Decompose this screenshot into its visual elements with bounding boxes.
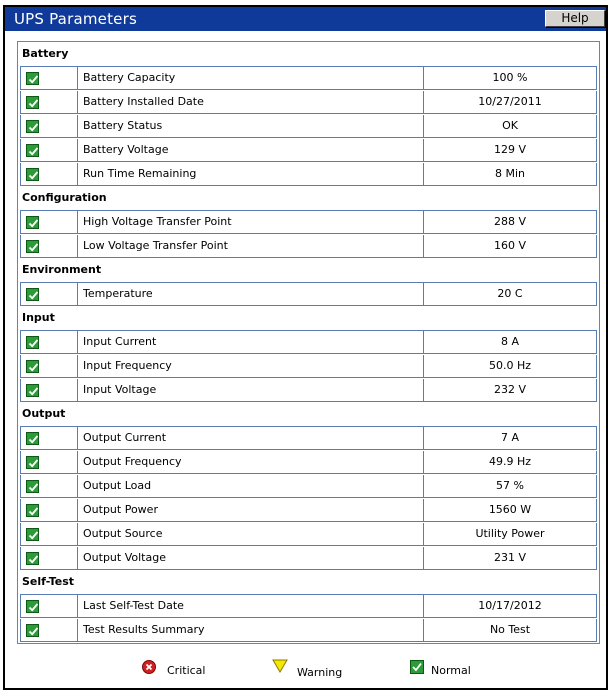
legend-warning-label: Warning xyxy=(297,666,343,679)
parameter-value: 20 C xyxy=(423,282,597,306)
normal-status-icon xyxy=(26,552,39,565)
status-cell xyxy=(20,499,77,522)
status-cell xyxy=(20,475,77,498)
normal-status-icon xyxy=(26,336,39,349)
parameter-value: OK xyxy=(423,115,597,138)
status-cell xyxy=(20,330,77,354)
table-row xyxy=(18,522,599,546)
parameter-value: 10/27/2011 xyxy=(423,91,597,114)
parameter-value: 231 V xyxy=(423,547,597,570)
parameter-name: Output Source xyxy=(77,523,423,546)
status-cell xyxy=(20,163,77,186)
parameter-value: 1560 W xyxy=(423,499,597,522)
parameters-table xyxy=(18,42,599,642)
section-header-environment: Environment xyxy=(18,258,599,282)
parameter-name: Battery Voltage xyxy=(77,139,423,162)
parameter-value: No Test xyxy=(423,619,597,642)
parameter-value: 232 V xyxy=(423,379,597,402)
parameter-value: 57 % xyxy=(423,475,597,498)
critical-icon xyxy=(142,660,156,674)
parameter-value: 100 % xyxy=(423,66,597,90)
section-header-battery: Battery xyxy=(18,42,599,66)
status-cell xyxy=(20,210,77,234)
status-legend xyxy=(5,655,606,685)
normal-status-icon xyxy=(26,216,39,229)
table-row xyxy=(18,498,599,522)
parameter-name: Output Power xyxy=(77,499,423,522)
parameter-name: Last Self-Test Date xyxy=(77,594,423,618)
parameter-value: Utility Power xyxy=(423,523,597,546)
status-cell xyxy=(20,355,77,378)
status-cell xyxy=(20,619,77,642)
parameter-name: Low Voltage Transfer Point xyxy=(77,235,423,258)
parameter-name: Output Current xyxy=(77,426,423,450)
normal-status-icon xyxy=(26,240,39,253)
normal-status-icon xyxy=(26,288,39,301)
normal-status-icon xyxy=(26,120,39,133)
parameter-name: Input Frequency xyxy=(77,355,423,378)
table-row xyxy=(18,162,599,186)
parameter-name: High Voltage Transfer Point xyxy=(77,210,423,234)
normal-status-icon xyxy=(26,456,39,469)
table-row xyxy=(18,210,599,234)
table-row xyxy=(18,90,599,114)
normal-status-icon xyxy=(26,360,39,373)
normal-icon xyxy=(410,660,424,674)
status-cell xyxy=(20,115,77,138)
legend-warning xyxy=(272,655,362,685)
table-row xyxy=(18,546,599,570)
parameter-name: Test Results Summary xyxy=(77,619,423,642)
normal-status-icon xyxy=(26,624,39,637)
parameter-value: 49.9 Hz xyxy=(423,451,597,474)
status-cell xyxy=(20,379,77,402)
table-row xyxy=(18,474,599,498)
parameter-value: 50.0 Hz xyxy=(423,355,597,378)
parameter-name: Battery Status xyxy=(77,115,423,138)
table-row xyxy=(18,330,599,354)
parameter-name: Output Voltage xyxy=(77,547,423,570)
ups-parameters-window xyxy=(3,5,608,690)
table-row xyxy=(18,618,599,642)
parameter-value: 8 Min xyxy=(423,163,597,186)
parameter-value: 160 V xyxy=(423,235,597,258)
table-row xyxy=(18,114,599,138)
table-row xyxy=(18,234,599,258)
parameter-name: Battery Capacity xyxy=(77,66,423,90)
parameter-value: 10/17/2012 xyxy=(423,594,597,618)
status-cell xyxy=(20,451,77,474)
parameter-name: Temperature xyxy=(77,282,423,306)
section-header-self-test: Self-Test xyxy=(18,570,599,594)
warning-icon xyxy=(272,659,288,673)
section-header-output: Output xyxy=(18,402,599,426)
table-row xyxy=(18,378,599,402)
section-header-input: Input xyxy=(18,306,599,330)
table-row xyxy=(18,594,599,618)
table-row xyxy=(18,426,599,450)
legend-critical xyxy=(140,655,220,685)
table-row xyxy=(18,450,599,474)
normal-status-icon xyxy=(26,600,39,613)
normal-status-icon xyxy=(26,480,39,493)
normal-status-icon xyxy=(26,528,39,541)
status-cell xyxy=(20,426,77,450)
status-cell xyxy=(20,282,77,306)
normal-status-icon xyxy=(26,504,39,517)
parameters-panel xyxy=(17,41,600,644)
legend-normal-label: Normal xyxy=(431,664,471,677)
status-cell xyxy=(20,66,77,90)
window-title: UPS Parameters xyxy=(14,10,137,28)
status-cell xyxy=(20,91,77,114)
table-row xyxy=(18,66,599,90)
normal-status-icon xyxy=(26,384,39,397)
status-cell xyxy=(20,594,77,618)
status-cell xyxy=(20,235,77,258)
status-cell xyxy=(20,523,77,546)
section-header-configuration: Configuration xyxy=(18,186,599,210)
parameter-value: 129 V xyxy=(423,139,597,162)
parameter-name: Input Voltage xyxy=(77,379,423,402)
legend-critical-label: Critical xyxy=(167,664,206,677)
parameter-value: 8 A xyxy=(423,330,597,354)
table-row xyxy=(18,282,599,306)
normal-status-icon xyxy=(26,168,39,181)
table-row xyxy=(18,354,599,378)
parameter-name: Output Frequency xyxy=(77,451,423,474)
title-bar xyxy=(5,7,606,31)
help-button[interactable]: Help xyxy=(545,10,605,27)
normal-status-icon xyxy=(26,96,39,109)
parameter-name: Run Time Remaining xyxy=(77,163,423,186)
parameter-name: Battery Installed Date xyxy=(77,91,423,114)
parameter-value: 288 V xyxy=(423,210,597,234)
status-cell xyxy=(20,139,77,162)
normal-status-icon xyxy=(26,72,39,85)
status-cell xyxy=(20,547,77,570)
normal-status-icon xyxy=(26,144,39,157)
parameter-name: Output Load xyxy=(77,475,423,498)
parameter-value: 7 A xyxy=(423,426,597,450)
table-row xyxy=(18,138,599,162)
normal-status-icon xyxy=(26,432,39,445)
legend-normal xyxy=(410,655,490,685)
parameter-name: Input Current xyxy=(77,330,423,354)
